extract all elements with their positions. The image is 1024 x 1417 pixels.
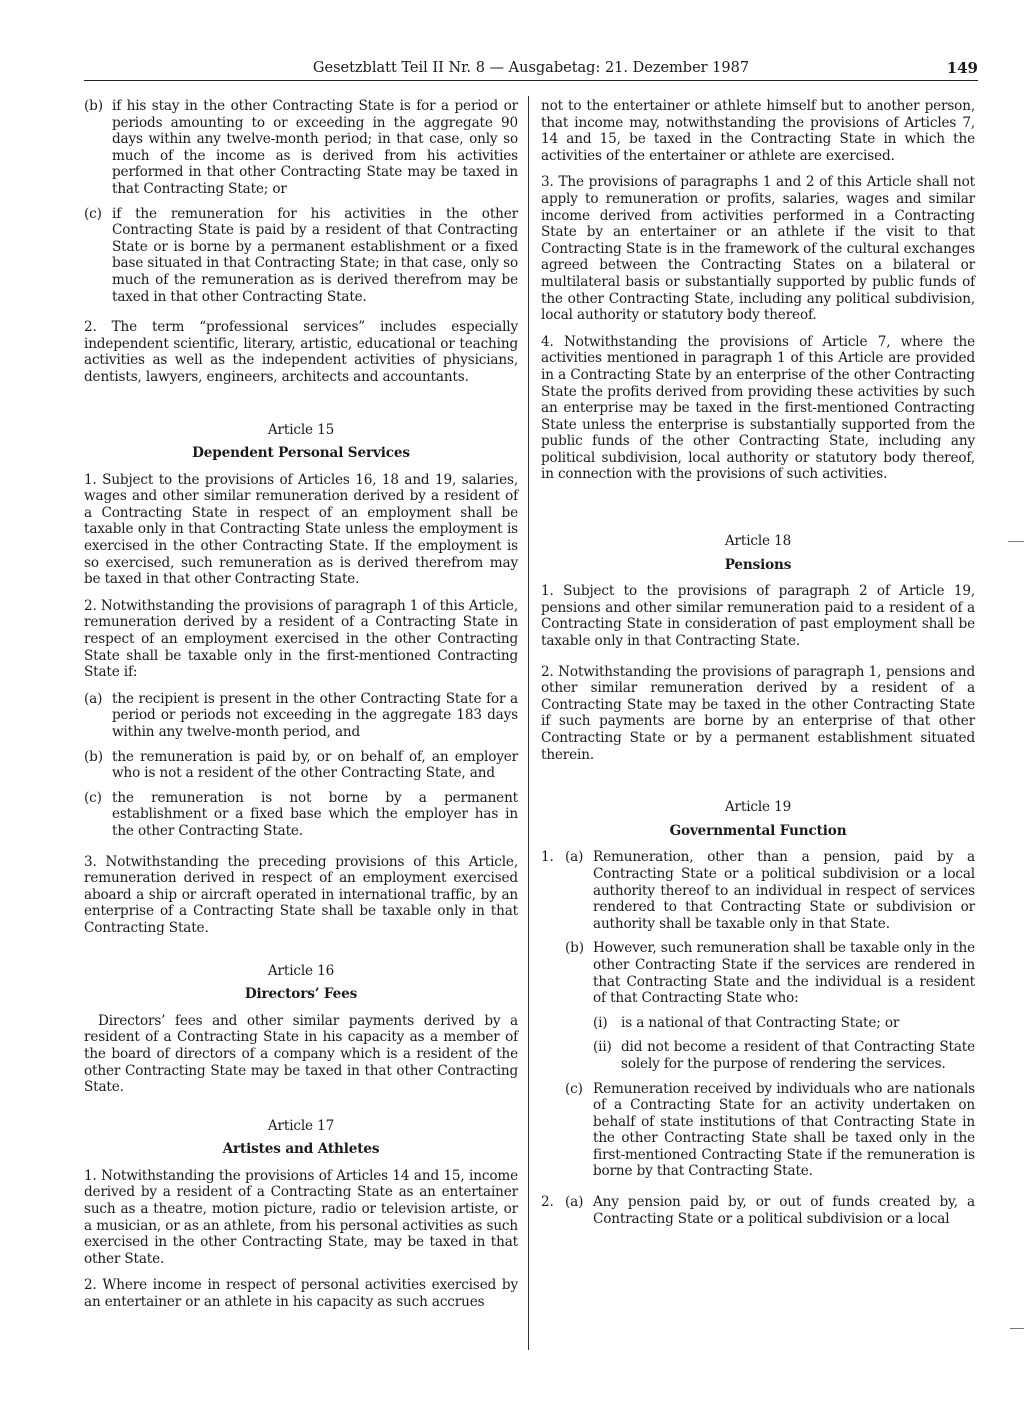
- item-label: (c): [84, 789, 102, 806]
- list-item: [84, 790, 518, 840]
- item-text: the remuneration is paid by, or on behalf of, an employer who is not a resident of the other Contracting State, and: [112, 748, 518, 782]
- paragraph: 2. The term “professional services” includes especially independent scientific, literary, artistic, educational or teaching activities as well as the independent activities of physicians, dentists, lawyers, engineers, architects and accountants.: [84, 319, 518, 385]
- column-divider: [528, 96, 529, 1350]
- article-number: Article 16: [267, 962, 335, 979]
- item-label: (c): [84, 205, 102, 222]
- paragraph: 3. Notwithstanding the preceding provisions of this Article, remuneration derived in respect of an employment exercised aboard a ship or aircraft operated in international traffic, by an enterprise of a Contracting State shall be taxable only in that Contracting State.: [84, 853, 518, 936]
- item-text: Remuneration, other than a pension, paid by a Contracting State or a political subdivision or a local authority thereof to an individual in respect of services rendered to that Contracting State or subdivision or authority shall be taxable only in that State.: [593, 849, 975, 932]
- item-number: 2.: [541, 1194, 554, 1211]
- paragraph: Directors’ fees and other similar payments derived by a resident of a Contracting State in his capacity as a member of the board of directors of a company which is a resident of the other Contracting State may be taxed in that other Contracting State.: [84, 1012, 518, 1096]
- item-label: (c): [565, 1080, 583, 1097]
- item-text: Any pension paid by, or out of funds created by, a Contracting State or a political subdivision or a local: [593, 1194, 975, 1227]
- paragraph: 2. Notwithstanding the provisions of paragraph 1 of this Article, remuneration derived by a resident of a Contracting State in respect of an employment exercised in the other Contracting State shall be taxable only in the first-mentioned Contracting State if:: [84, 597, 518, 681]
- item-text: if his stay in the other Contracting State is for a period or periods amounting to or exceeding in the aggregate 90 days within any twelve-month period; in that case, only so much of the income as is derived from his activities performed in that other Contracting State may be taxed in that Contracting State; or: [112, 98, 518, 197]
- article-number: Article 15: [267, 421, 335, 438]
- list-item: [84, 749, 518, 782]
- paragraph: 1. Subject to the provisions of Articles 16, 18 and 19, salaries, wages and other similar remuneration derived by a resident of a Contracting State in respect of an employment shall be taxable only in that Contracting State unless the employment is exercised in the other Contracting State. If the employment is so exercised, such remuneration as is derived therefrom may be taxed in that other Contracting State.: [84, 471, 518, 588]
- page-number: 149: [946, 59, 978, 77]
- article-title: Dependent Personal Services: [192, 445, 410, 462]
- article-title: Governmental Function: [669, 822, 847, 839]
- item-label: (i): [593, 1014, 608, 1031]
- item-label: (b): [565, 940, 584, 957]
- list-item: [84, 98, 518, 198]
- item-text: the recipient is present in the other Contracting State for a period or periods not exceeding in the aggregate 183 days within any twelve-month period, and: [112, 690, 518, 740]
- right-column: [541, 98, 975, 1235]
- article-title: Directors’ Fees: [244, 986, 358, 1003]
- margin-mark: [1008, 541, 1024, 542]
- list-item: [84, 206, 518, 306]
- paragraph: 1. Notwithstanding the provisions of Articles 14 and 15, income derived by a resident of a Contracting State as an entertainer such as a theatre, motion picture, radio or television artiste, or a musician, or as an athlete, from his personal activities as such exercised in the other Contracting State, may be taxed in that other State.: [84, 1167, 518, 1267]
- list-item: [565, 1081, 975, 1181]
- margin-mark: [1010, 1328, 1024, 1329]
- article-number: Article 17: [267, 1117, 335, 1134]
- item-text: did not become a resident of that Contracting State solely for the purpose of rendering the services.: [621, 1039, 975, 1072]
- item-label: (a): [84, 690, 103, 707]
- item-text: is a national of that Contracting State; or: [621, 1014, 900, 1031]
- paragraph: 2. Notwithstanding the provisions of paragraph 1, pensions and other similar remuneration derived by a resident of a Contracting State may be taxed in the other Contracting State if such payments are borne by an enterprise of that other Contracting State or by a permanent establishment situated therein.: [541, 663, 975, 763]
- list-item: [593, 1039, 975, 1072]
- paragraph: 1. Subject to the provisions of paragraph 2 of Article 19, pensions and other similar remuneration paid to a resident of a Contracting State in consideration of past employment shall be taxable only in that Contracting State.: [541, 583, 975, 650]
- item-label: (b): [84, 748, 103, 765]
- item-text: Remuneration received by individuals who are nationals of a Contracting State for an activity undertaken on behalf of state institutions of that Contracting State in the other Contracting State shall be taxed only in the first-mentioned Contracting State if the remuneration is borne by that Contracting State.: [593, 1080, 975, 1180]
- item-label: (a): [565, 849, 584, 866]
- page-header: [84, 58, 978, 81]
- item-text: the remuneration is not borne by a permanent establishment or a fixed base which the employer has in the other Contracting State.: [112, 789, 518, 839]
- item-label: (a): [565, 1194, 584, 1211]
- item-label: (ii): [593, 1039, 612, 1056]
- left-column: [84, 98, 518, 1321]
- list-item: [541, 849, 975, 932]
- paragraph: 2. Where income in respect of personal activities exercised by an entertainer or an athlete in his capacity as such accrues: [84, 1277, 518, 1311]
- article-number: Article 18: [724, 533, 792, 550]
- list-item: [593, 1015, 975, 1032]
- article-number: Article 19: [724, 799, 792, 816]
- item-text: if the remuneration for his activities in the other Contracting State is paid by a resident of that Contracting State or is borne by a permanent establishment or a fixed base situated in that Contracting State; in that case, only so much of the remuneration as is derived therefrom may be taxed in that other Contracting State.: [112, 205, 518, 305]
- list-item: [541, 1194, 975, 1227]
- item-text: However, such remuneration shall be taxable only in the other Contracting State if the services are rendered in that Contracting State and the individual is a resident of that Contracting State who:: [593, 940, 975, 1007]
- paragraph: 4. Notwithstanding the provisions of Article 7, where the activities mentioned in paragraph 1 of this Article are provided in a Contracting State by an enterprise of the other Contracting State the profits derived from providing these activities by such an enterprise may be taxed in the first-mentioned Contracting State unless the enterprise is substantially supported from the public funds of the other Contracting State, including any political subdivision, local authority or statutory body thereof, in connection with the provisions of such activities.: [541, 333, 975, 483]
- article-title: Pensions: [724, 556, 792, 573]
- list-item: [565, 940, 975, 1006]
- item-label: (b): [84, 98, 103, 114]
- article-title: Artistes and Athletes: [222, 1141, 380, 1158]
- list-item: [84, 691, 518, 741]
- paragraph: 3. The provisions of paragraphs 1 and 2 of this Article shall not apply to remuneration or profits, salaries, wages and similar income derived from activities performed in a Contracting State by an entertainer or an athlete if the visit to that Contracting State is in the framework of the cultural exchanges agreed between the Contracting States on a bilateral or multilateral basis or substantially supported by public funds of the other Contracting State, including any political subdivision, local authority or statutory body thereof.: [541, 174, 975, 324]
- item-number: 1.: [541, 849, 554, 866]
- paragraph: not to the entertainer or athlete himself but to another person, that income may, notwithstanding the provisions of Articles 7, 14 and 15, be taxed in the Contracting State in which the activities of the entertainer or athlete are exercised.: [541, 98, 975, 164]
- header-title: Gesetzblatt Teil II Nr. 8 — Ausgabetag: 21. Dezember 1987: [312, 60, 750, 76]
